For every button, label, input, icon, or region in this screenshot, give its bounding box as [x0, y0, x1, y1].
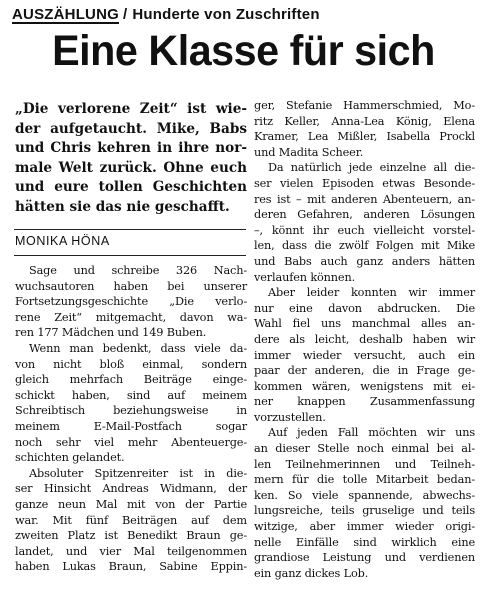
- text-line: grandiose Leistung und verdienen: [254, 551, 475, 565]
- text-line: Schreibtisch beziehungsweise in: [15, 404, 247, 418]
- author-rule-bottom: [14, 255, 246, 256]
- text-line: lungsreiche, teils gruselige und teils: [254, 504, 475, 518]
- author-rule-top: [14, 229, 246, 230]
- text-line: Auf jeden Fall möchten wir uns: [268, 426, 475, 440]
- text-line: ren 177 Mädchen und 149 Buben.: [15, 326, 207, 340]
- text-line: ser Hinsicht Andreas Widmann, der: [15, 482, 247, 496]
- text-line: zweiten Platz ist Benedikt Braun ge-: [15, 529, 247, 543]
- text-line: rene Zeit“ mitgemacht, davon wa-: [15, 310, 247, 324]
- text-line: len, dass die zwölf Folgen mit Mike: [254, 239, 475, 253]
- text-line: schichten gelandet.: [15, 451, 125, 465]
- text-line: Absoluter Spitzenreiter ist in die-: [29, 466, 247, 480]
- text-line: gleich mehrfach Beiträge einge-: [15, 373, 247, 387]
- text-line: Aber leider konnten wir immer: [268, 286, 475, 300]
- text-line: und Babs auch ganz anders hätten: [254, 254, 475, 268]
- text-line: dere als leicht, deshalb haben wir: [254, 332, 475, 346]
- text-line: deren Gefahren, anderen Lösungen: [254, 208, 475, 222]
- text-line: ger, Stefanie Hammerschmied, Mo-: [254, 99, 475, 112]
- author-byline: MONIKA HÖNA: [15, 234, 110, 248]
- text-line: nelle Einfälle sind wirklich eine: [254, 535, 475, 549]
- section-label: AUSZÄHLUNG: [12, 6, 119, 23]
- text-line: und Chris kehren in ihre nor-: [15, 140, 247, 157]
- headline: Eine Klasse für sich: [52, 27, 435, 75]
- text-line: schickt haben, sind auf meinem: [15, 388, 247, 402]
- text-line: nur eine davon abdrucken. Die: [254, 301, 475, 315]
- text-line: ner knappen Zusammenfassung: [254, 395, 475, 409]
- text-line: Wahl fiel uns manchmal alles an-: [254, 317, 475, 331]
- text-line: noch sehr viel mehr Abenteuerge-: [15, 435, 247, 449]
- text-line: len Teilnehmerinnen und Teilneh-: [254, 457, 475, 471]
- text-line: und eure tollen Geschichten: [15, 179, 247, 196]
- text-line: und Madita Scheer.: [254, 145, 364, 159]
- text-line: vorzustellen.: [254, 410, 326, 424]
- text-line: kommen wären, wenigstens mit ei-: [254, 379, 475, 393]
- text-line: von nicht bloß einmal, sondern: [15, 357, 247, 371]
- text-line: haben Lukas Braun, Sabine Eppin-: [15, 560, 247, 574]
- text-line: war. Mit fünf Beiträgen auf dem: [15, 513, 247, 527]
- kicker-separator: /: [123, 6, 128, 23]
- text-line: ritz Keller, Anna-Lea König, Elena: [254, 114, 475, 128]
- text-line: Sage und schreibe 326 Nach-: [29, 264, 247, 277]
- text-line: –, könnt ihr euch vielleicht vorstel-: [254, 223, 475, 237]
- text-line: Wenn man bedenkt, dass viele da-: [29, 341, 247, 355]
- text-line: mern für die tolle Mitarbeit bedan-: [254, 473, 475, 487]
- text-line: immer wieder versucht, auch ein: [254, 348, 475, 362]
- text-line: landet, und vier Mal teilgenommen: [15, 544, 247, 558]
- text-line: meinem E-Mail-Postfach sogar: [15, 419, 247, 433]
- text-line: an dieser Stelle noch einmal bei al-: [254, 442, 475, 456]
- kicker: [12, 6, 320, 23]
- article-column-left: [15, 263, 247, 575]
- text-line: Fortsetzungsgeschichte „Die verlo-: [15, 295, 247, 309]
- text-line: paar der anderen, die in Frage ge-: [254, 364, 475, 378]
- text-line: ken. So viele spannende, abwechs-: [254, 488, 475, 502]
- text-line: res ist – mit anderen Abenteuern, an-: [254, 192, 475, 206]
- text-line: Da natürlich jede einzelne all die-: [268, 161, 475, 175]
- kicker-topic: Hunderte von Zuschriften: [132, 6, 320, 23]
- article-column-right: [254, 98, 475, 581]
- text-line: wuchsautoren haben bei unserer: [15, 279, 247, 293]
- text-line: „Die verlorene Zeit“ ist wie-: [15, 101, 247, 117]
- lead-paragraph: [15, 100, 247, 218]
- text-line: ser vielen Episoden etwas Besonde-: [254, 176, 475, 190]
- text-line: male Welt zurück. Ohne euch: [15, 159, 247, 176]
- text-line: witzige, aber immer wieder origi-: [254, 520, 475, 534]
- text-line: der aufgetaucht. Mike, Babs: [15, 120, 247, 137]
- text-line: verlaufen können.: [254, 270, 356, 284]
- text-line: Kramer, Lea Mißler, Isabella Prockl: [254, 130, 475, 144]
- text-line: hätten sie das nie geschafft.: [15, 198, 230, 215]
- text-line: ganze neun Mal mit von der Partie: [15, 497, 247, 511]
- text-line: ein ganz dickes Lob.: [254, 566, 369, 580]
